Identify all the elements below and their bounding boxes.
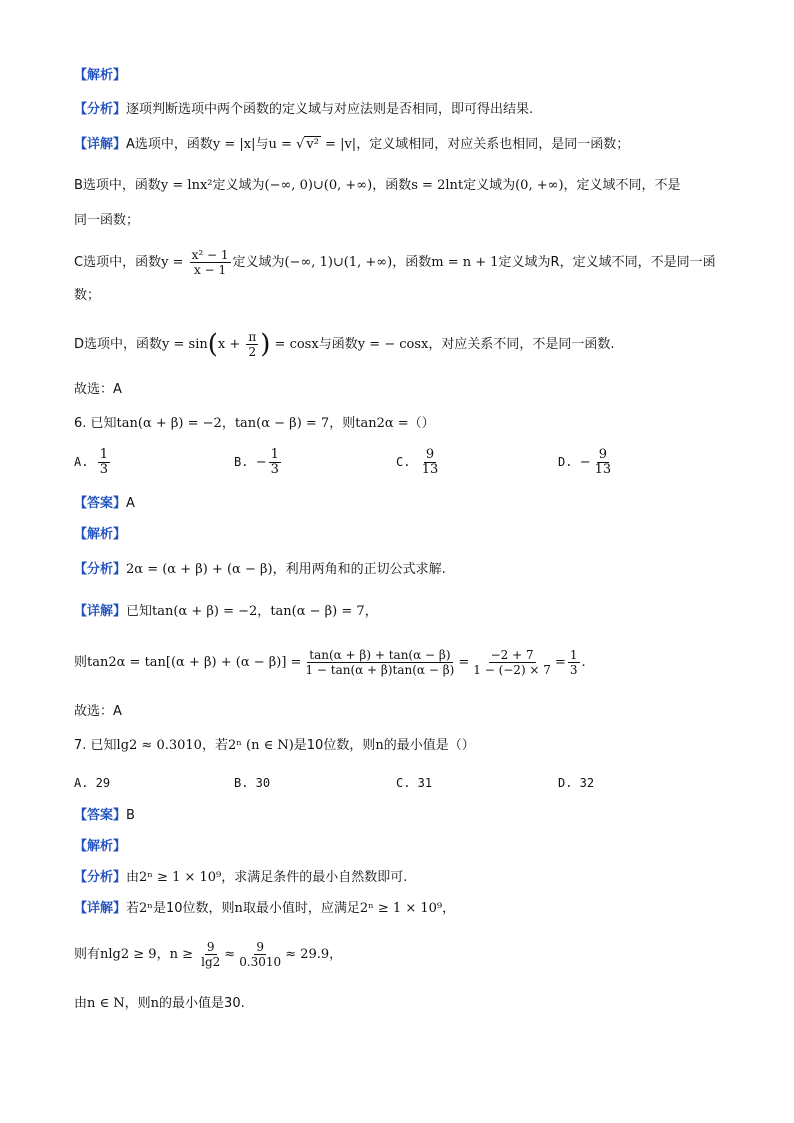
- math-expr: = |v|: [320, 137, 357, 152]
- question-7-stem: [74, 736, 734, 756]
- text: 则: [74, 655, 88, 670]
- text: C选项中，函数: [74, 255, 162, 270]
- fraction: [420, 448, 441, 477]
- fraction-numerator: x² − 1: [191, 248, 229, 262]
- math-expr: n: [150, 996, 160, 1011]
- math-expr: tan(α + β) = −2: [116, 416, 222, 431]
- fraction-denominator: 1 − (−2) × 7: [473, 663, 551, 677]
- option-label: A.: [74, 455, 89, 469]
- option-label: D.: [558, 455, 573, 469]
- fraction-denominator: 3: [569, 663, 578, 677]
- fenxi-tag: 【分析】: [74, 562, 127, 577]
- text: ，利用两角和的正切公式求解.: [272, 562, 446, 577]
- text: 已知: [126, 604, 153, 619]
- q6-fenxi: [74, 560, 734, 580]
- text: 定义域为: [463, 178, 516, 193]
- answer-choice: 故选：A: [74, 382, 122, 397]
- text: ，函数: [372, 178, 412, 193]
- fenxi-tag: 【分析】: [74, 102, 127, 117]
- text: 与函数: [318, 337, 358, 352]
- math-expr: 2α = (α + β) + (α − β): [126, 562, 273, 577]
- math-expr: y = lnx²: [160, 178, 213, 193]
- fraction: [568, 648, 580, 677]
- math-expr: y = − cosx: [357, 337, 429, 352]
- fraction-denominator: 13: [594, 462, 612, 477]
- math-expr: y = |x|: [212, 137, 256, 152]
- q7-option-d: D. 32: [558, 776, 595, 790]
- q6-jiexi: [74, 525, 734, 545]
- jiexi-tag: 【解析】: [74, 68, 127, 83]
- math-expr: tan2α =: [355, 416, 409, 431]
- fraction-numerator: tan(α + β) + tan(α − β): [309, 648, 451, 662]
- math-expr: (0, +∞): [515, 178, 564, 193]
- math-expr: 2ⁿ (n ∈ N): [227, 738, 294, 753]
- fraction-numerator: 9: [256, 940, 264, 954]
- option-label: B.: [234, 455, 249, 469]
- xiangjie-tag: 【详解】: [74, 901, 127, 916]
- text: ，函数: [392, 255, 432, 270]
- text: ，则: [329, 416, 356, 431]
- jiexi-tag: 【解析】: [74, 839, 127, 854]
- math-expr: 2ⁿ: [139, 901, 153, 916]
- q6-xiangjie: [74, 602, 734, 622]
- text: ，: [364, 604, 378, 619]
- fraction-denominator: x − 1: [194, 263, 227, 277]
- text: ，定义域不同，不是: [563, 178, 681, 193]
- fraction: [269, 448, 281, 477]
- math-expr: n: [375, 738, 384, 753]
- q7-option-c: C. 31: [396, 776, 433, 790]
- text: 则有: [74, 947, 101, 962]
- sign: −: [579, 455, 591, 470]
- question-6-stem: [74, 414, 734, 434]
- text: ，: [221, 416, 235, 431]
- math-expr: x +: [217, 337, 245, 352]
- text: 与: [255, 137, 269, 152]
- fraction-denominator: 13: [421, 462, 439, 477]
- math-expr: = cosx: [270, 337, 319, 352]
- math-expr: (−∞, 1)∪(1, +∞): [284, 255, 393, 270]
- jiexi-heading-1: [74, 66, 734, 86]
- fraction: [246, 330, 258, 359]
- fenxi-text: 逐项判断选项中两个函数的定义域与对应法则是否相同，即可得出结果.: [126, 102, 534, 117]
- option-d-line: [74, 330, 734, 360]
- math-expr: tan(α − β) = 7: [234, 416, 330, 431]
- answer-value: B: [126, 808, 135, 823]
- math-expr: m = n + 1: [431, 255, 499, 270]
- math-expr: s = 2lnt: [411, 178, 464, 193]
- q7-xiangjie: [74, 899, 734, 919]
- math-expr: tan(α − β) = 7: [270, 604, 365, 619]
- fenxi-tag: 【分析】: [74, 870, 127, 885]
- equals-sign: =: [458, 655, 470, 670]
- fraction-denominator: 3: [270, 462, 279, 477]
- fraction-numerator: 9: [598, 447, 607, 462]
- sqrt-radicand: v²: [306, 137, 319, 152]
- math-expr: y = sin: [162, 337, 208, 352]
- text: ，定义域相同，对应关系也相同，是同一函数；: [356, 137, 630, 152]
- answer-value: A: [126, 496, 135, 511]
- fraction-denominator: 3: [99, 462, 108, 477]
- xiangjie-tag: 【详解】: [74, 604, 127, 619]
- math-expr: 2ⁿ ≥ 1 × 10⁹: [359, 901, 443, 916]
- text: 的最小值是30.: [159, 996, 245, 1011]
- math-expr: ≈ 29.9: [285, 947, 330, 962]
- fraction: [593, 448, 614, 477]
- math-expr: y =: [161, 255, 188, 270]
- option-b-line-2: [74, 211, 734, 231]
- text: 同一函数；: [74, 213, 140, 228]
- q7-calculation: [74, 938, 734, 972]
- jiexi-tag: 【解析】: [74, 527, 127, 542]
- math-expr: u =: [268, 137, 297, 152]
- text: 的最小值是（）: [383, 738, 475, 753]
- text: 由: [74, 996, 88, 1011]
- text: ，: [257, 604, 271, 619]
- fraction-denominator: 1 − tan(α + β)tan(α − β): [305, 663, 455, 677]
- q7-fenxi: [74, 868, 734, 888]
- text: 由: [126, 870, 140, 885]
- text: 若: [126, 901, 140, 916]
- q6-guxuan: [74, 702, 734, 722]
- math-expr: nlg2 ≥ 9: [100, 947, 157, 962]
- fraction-numerator: 1: [99, 447, 108, 462]
- fraction: [471, 648, 553, 677]
- text: 是10位数，则: [293, 738, 376, 753]
- equals-sign: =: [554, 655, 566, 670]
- text: B选项中，函数: [74, 178, 161, 193]
- q7-option-b: B. 30: [234, 776, 271, 790]
- fraction-numerator: −2 + 7: [490, 648, 534, 662]
- text: ，: [329, 947, 343, 962]
- q6-calculation: [74, 646, 734, 680]
- period: .: [581, 655, 586, 670]
- text: 是10位数，则: [152, 901, 235, 916]
- text: ，则: [124, 996, 151, 1011]
- q6-option-d: [558, 448, 615, 477]
- paren-close: ): [260, 329, 271, 360]
- text: 6. 已知: [74, 416, 117, 431]
- option-label: C.: [396, 455, 411, 469]
- sqrt-symbol: √: [296, 137, 305, 152]
- approx-sign: ≈: [224, 947, 236, 962]
- math-expr: n: [234, 901, 243, 916]
- answer-tag: 【答案】: [74, 496, 127, 511]
- fraction-numerator: 1: [270, 447, 279, 462]
- fraction-denominator: 2: [248, 345, 257, 359]
- fraction-denominator: 0.3010: [239, 955, 282, 969]
- math-expr: n ≥: [169, 947, 198, 962]
- text: ，若: [201, 738, 228, 753]
- q6-answer: [74, 494, 734, 514]
- math-expr: (−∞, 0)∪(0, +∞): [264, 178, 373, 193]
- q6-option-a: [74, 448, 112, 477]
- option-c-line-1: [74, 248, 734, 277]
- text: ，: [442, 901, 456, 916]
- fraction-numerator: 9: [425, 447, 435, 462]
- fraction-numerator: 1: [569, 648, 578, 662]
- fraction-numerator: π: [248, 330, 257, 344]
- text: ，: [156, 947, 170, 962]
- fraction: [190, 248, 231, 277]
- q6-option-c: [396, 448, 442, 477]
- guxuan-line-1: [74, 380, 734, 400]
- text: ，求满足条件的最小自然数即可.: [221, 870, 408, 885]
- text: 数；: [74, 288, 101, 303]
- answer-choice: 故选：A: [74, 704, 122, 719]
- fraction: [237, 940, 283, 969]
- q7-answer: [74, 806, 734, 826]
- math-expr: lg2 ≈ 0.3010: [116, 738, 202, 753]
- fraction: [199, 940, 222, 969]
- option-c-line-2: [74, 286, 734, 306]
- math-expr: 2ⁿ ≥ 1 × 10⁹: [139, 870, 222, 885]
- fraction: [303, 648, 456, 677]
- answer-tag: 【答案】: [74, 808, 127, 823]
- q6-option-b: [234, 448, 283, 477]
- text: 7. 已知: [74, 738, 117, 753]
- option-b-line-1: [74, 176, 734, 196]
- math-expr: tan(α + β) = −2: [152, 604, 258, 619]
- fraction-numerator: 9: [206, 940, 215, 954]
- math-expr: tan2α = tan[(α + β) + (α − β)] =: [87, 655, 302, 670]
- q7-jiexi: [74, 837, 734, 857]
- text: 定义域为: [232, 255, 285, 270]
- paren-open: (: [207, 329, 218, 360]
- math-expr: n ∈ N: [87, 996, 125, 1011]
- text: 定义域为: [212, 178, 265, 193]
- q7-final: [74, 994, 734, 1014]
- fraction-denominator: lg2: [201, 955, 221, 969]
- text: 取最小值时，应满足: [242, 901, 360, 916]
- xiangjie-line-a: [74, 135, 734, 155]
- text: A选项中，函数: [126, 137, 213, 152]
- text: D选项中，函数: [74, 337, 163, 352]
- xiangjie-tag: 【详解】: [74, 137, 127, 152]
- fenxi-line-1: [74, 100, 734, 120]
- text: ，对应关系不同，不是同一函数.: [428, 337, 615, 352]
- sign: −: [255, 455, 267, 470]
- q7-option-a: A. 29: [74, 776, 111, 790]
- fraction: [98, 448, 110, 477]
- text: （）: [408, 416, 435, 431]
- text: 定义域为R，定义域不同，不是同一函: [498, 255, 716, 270]
